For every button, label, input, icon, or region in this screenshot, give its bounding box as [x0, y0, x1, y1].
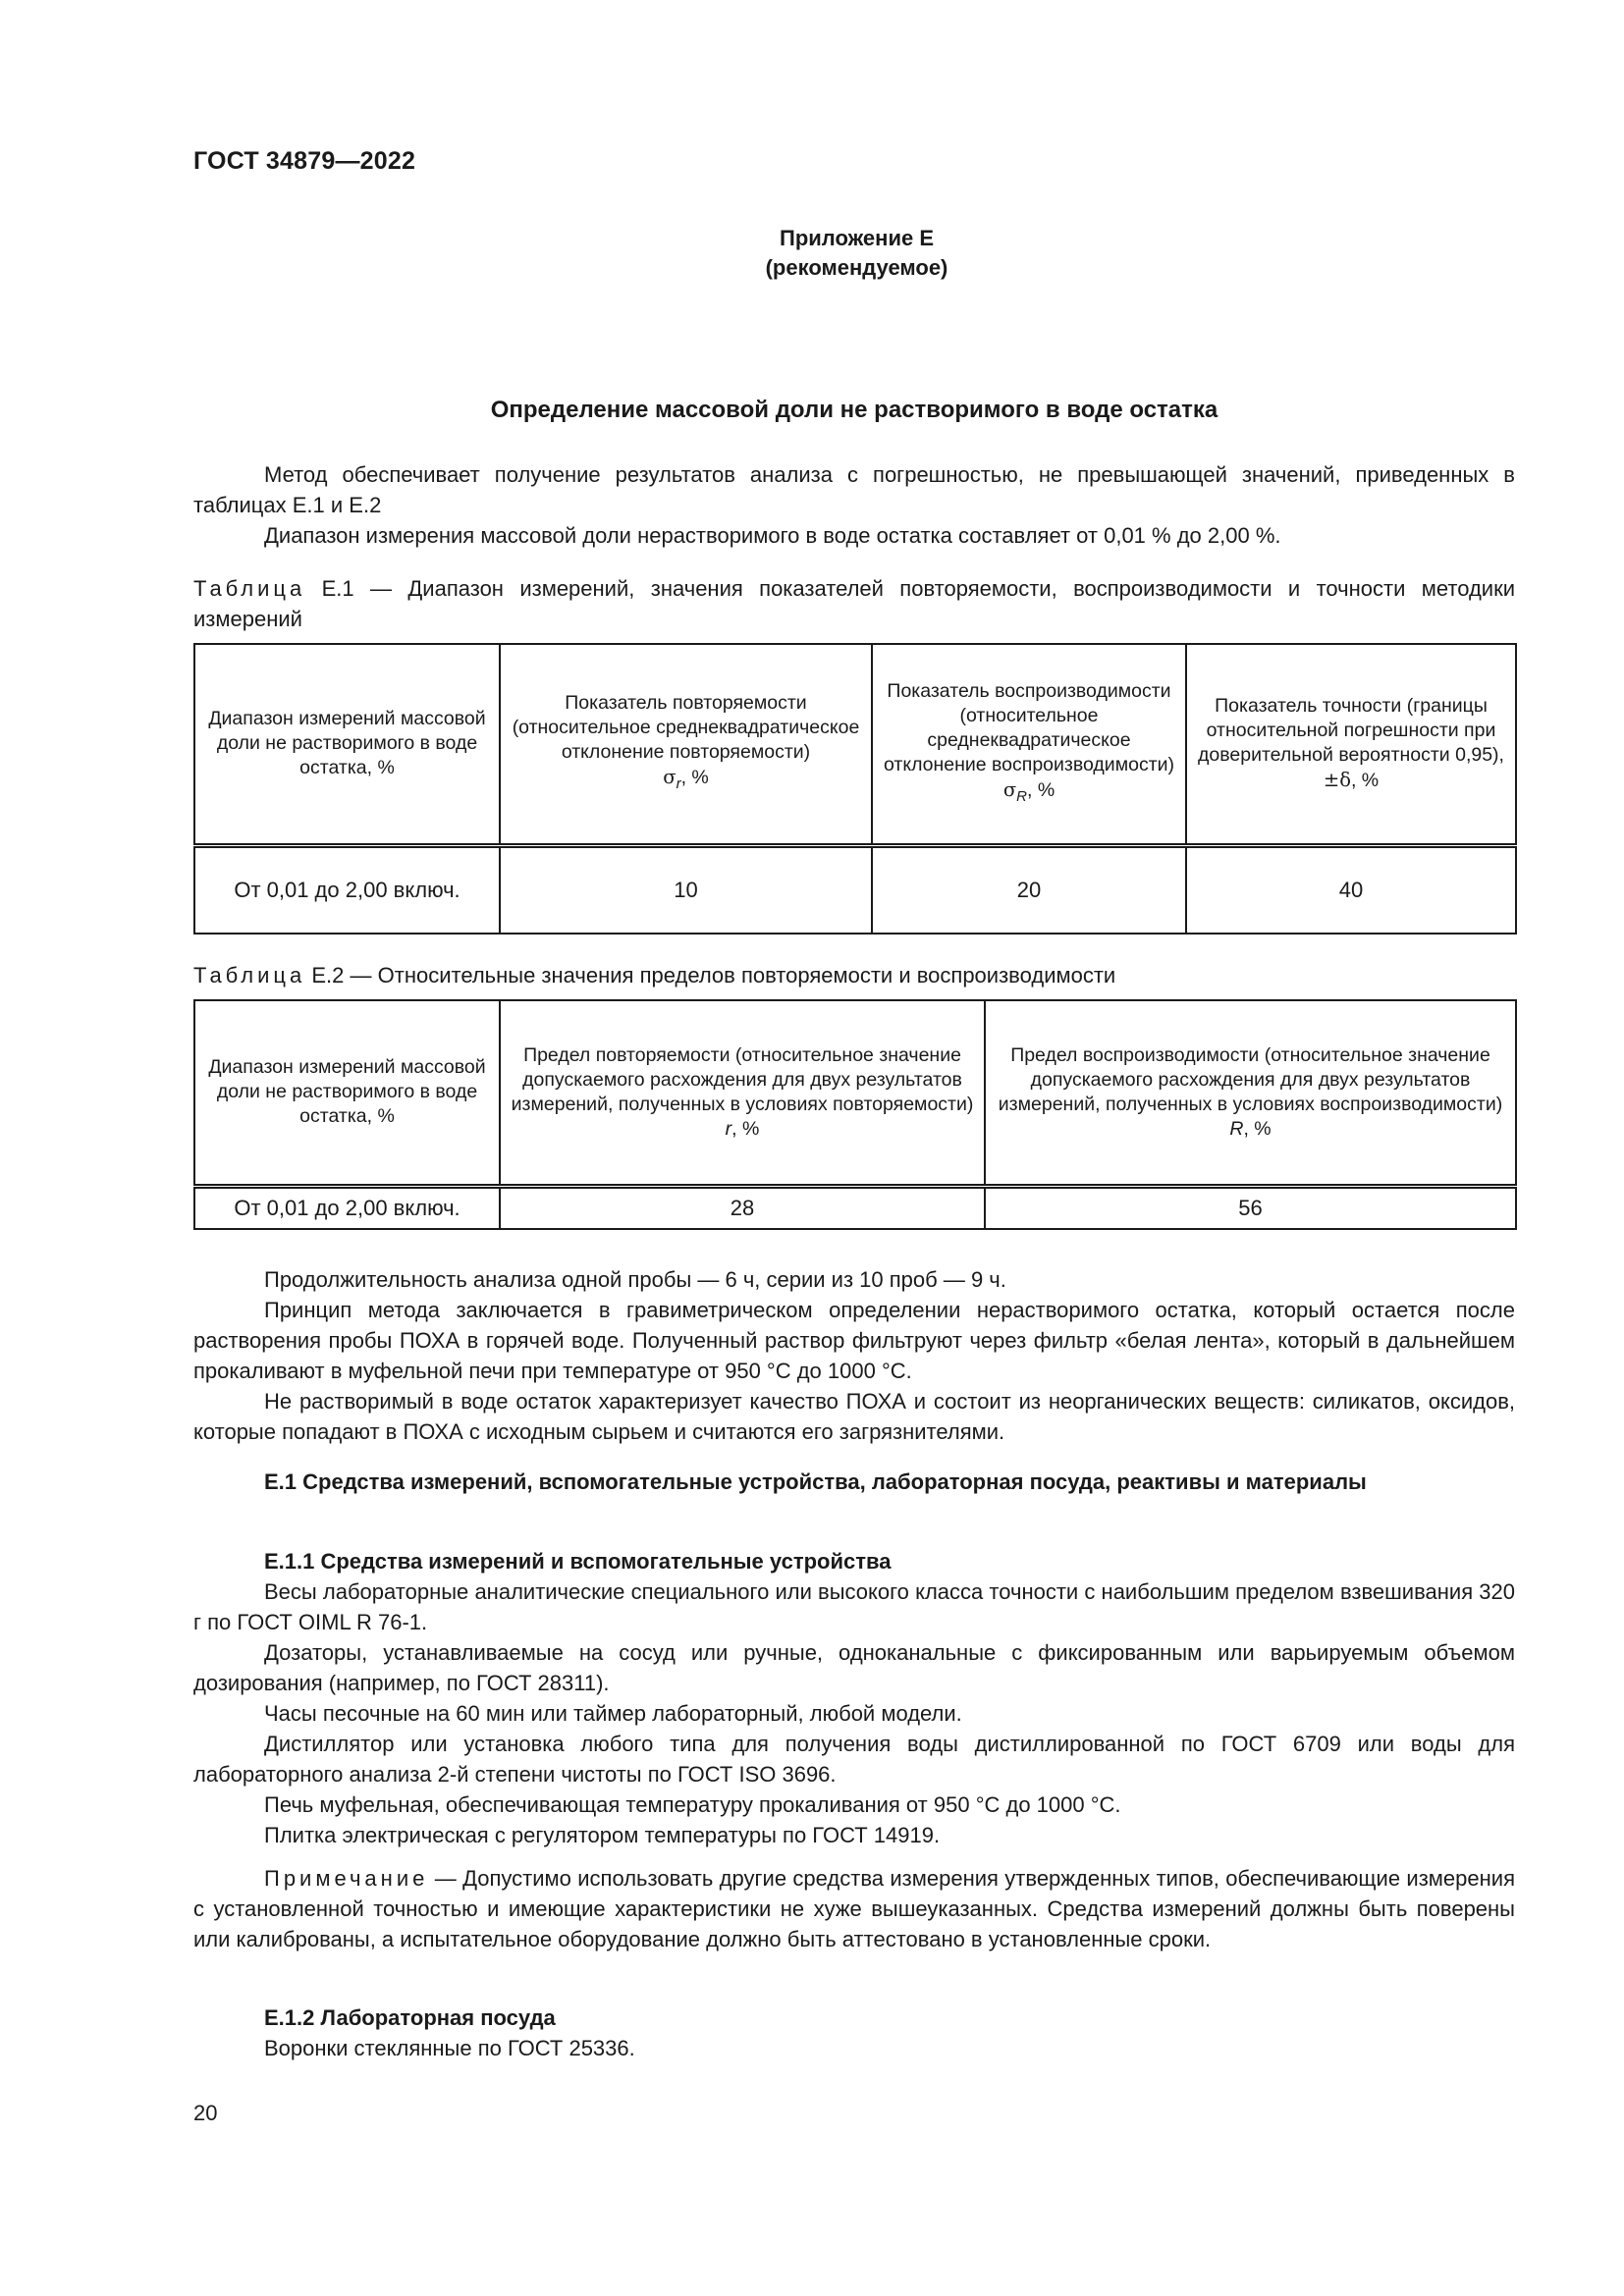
list-item: Весы лабораторные аналитические специального или высокого класса точности с наибольшим пределом взвешивания 320 г по ГОСТ OIML R 76-1. [193, 1579, 1515, 1634]
table1-caption-label: Таблица [193, 576, 306, 601]
document-id-header: ГОСТ 34879—2022 [193, 147, 416, 175]
note-label: Примечание [264, 1866, 429, 1891]
table-cell: От 0,01 до 2,00 включ. [194, 1186, 500, 1229]
method-description [193, 1264, 1515, 1447]
table1-caption-text: Е.1 — Диапазон измерений, значения показателей повторяемости, воспроизводимости и точности методики измерений [193, 576, 1515, 631]
appendix-title: Приложение Е [780, 226, 934, 250]
body-paragraph: Не растворимый в воде остаток характеризует качество ПОХА и состоит из неорганических веществ: силикатов, оксидов, которые попадают в ПОХА с исходным сырьем и считаются его загрязнителями. [193, 1389, 1515, 1444]
table-row [194, 1186, 1516, 1229]
table-cell: От 0,01 до 2,00 включ. [194, 845, 500, 934]
note-text: — Допустимо использовать другие средства измерения утвержденных типов, обеспечивающие измерения с установленной точностью и имеющие характеристики не хуже вышеуказанных. Средства измерений должны быть поверены или калиброваны, а испытательное оборудование должно быть аттестовано в установленные сроки. [193, 1866, 1515, 1951]
list-item: Дозаторы, устанавливаемые на сосуд или ручные, одноканальные с фиксированным или варьируемым объемом дозирования (например, по ГОСТ 28311). [193, 1640, 1515, 1695]
section-e1-title: Е.1 Средства измерений, вспомогательные устройства, лабораторная посуда, реактивы и материалы [264, 1469, 1367, 1494]
table1-header-range: Диапазон измерений массовой доли не растворимого в воде остатка, % [194, 644, 500, 845]
table1-header-reproducibility: Показатель воспроизводимости (относительное среднеквадратическое отклонение воспроизводимости) $\sigma_R$, % [872, 644, 1186, 845]
table1-caption [193, 573, 1515, 634]
table2-header-reproducibility-limit: Предел воспроизводимости (относительное значение допускаемого расхождения для двух результатов измерений, полученных в условиях воспроизводимости) R, % [985, 1000, 1516, 1186]
table1-header-accuracy: Показатель точности (границы относительной погрешности при доверительной вероятности 0,95), ±δ, % [1186, 644, 1516, 845]
table2-header-range: Диапазон измерений массовой доли не растворимого в воде остатка, % [194, 1000, 500, 1186]
list-item: Воронки стеклянные по ГОСТ 25336. [264, 2036, 635, 2060]
page-number: 20 [193, 2101, 218, 2125]
table1-header-repeatability: Показатель повторяемости (относительное среднеквадратическое отклонение повторяемости) $\sigma_r$, % [500, 644, 872, 845]
section-title: Определение массовой доли не растворимого в воде остатка [490, 397, 1218, 423]
body-paragraph: Продолжительность анализа одной пробы — 6 ч, серии из 10 проб — 9 ч. [264, 1267, 1006, 1292]
e12-items [193, 2033, 1515, 2063]
list-item: Плитка электрическая с регулятором температуры по ГОСТ 14919. [264, 1823, 941, 1847]
table-e2 [193, 999, 1517, 1230]
intro-text [193, 459, 1515, 551]
e11-items [193, 1576, 1515, 1850]
table-e1 [193, 643, 1517, 934]
section-e11-title: Е.1.1 Средства измерений и вспомогательные устройства [264, 1549, 892, 1574]
list-item: Часы песочные на 60 мин или таймер лабораторный, любой модели. [264, 1701, 962, 1726]
table2-caption-label: Таблица [193, 963, 306, 988]
note [193, 1863, 1515, 1954]
table-cell: 10 [500, 845, 872, 934]
section-e12-title: Е.1.2 Лабораторная посуда [264, 2005, 556, 2030]
table2-header-repeatability-limit: Предел повторяемости (относительное значение допускаемого расхождения для двух результатов измерений, полученных в условиях повторяемости) r, % [500, 1000, 985, 1186]
table-row [194, 845, 1516, 934]
table-cell: 28 [500, 1186, 985, 1229]
appendix-status: (рекомендуемое) [765, 255, 948, 280]
table-cell: 40 [1186, 845, 1516, 934]
list-item: Печь муфельная, обеспечивающая температуру прокаливания от 950 °С до 1000 °С. [264, 1792, 1121, 1817]
body-paragraph: Принцип метода заключается в гравиметрическом определении нерастворимого остатка, который остается после растворения пробы ПОХА в горячей воде. Полученный раствор фильтруют через фильтр «белая лента», который в дальнейшем прокаливают в муфельной печи при температуре от 950 °С до 1000 °С. [193, 1298, 1515, 1383]
intro-paragraph: Диапазон измерения массовой доли нерастворимого в воде остатка составляет от 0,01 % до 2,00 %. [264, 523, 1281, 548]
list-item: Дистиллятор или установка любого типа для получения воды дистиллированной по ГОСТ 6709 или воды для лабораторного анализа 2-й степени чистоты по ГОСТ ISO 3696. [193, 1732, 1515, 1787]
table2-caption [193, 960, 1515, 990]
intro-paragraph: Метод обеспечивает получение результатов анализа с погрешностью, не превышающей значений, приведенных в таблицах Е.1 и Е.2 [193, 462, 1515, 517]
table-cell: 20 [872, 845, 1186, 934]
table-cell: 56 [985, 1186, 1516, 1229]
appendix-heading [0, 224, 1624, 283]
table2-caption-text: Е.2 — Относительные значения пределов повторяемости и воспроизводимости [305, 963, 1116, 988]
